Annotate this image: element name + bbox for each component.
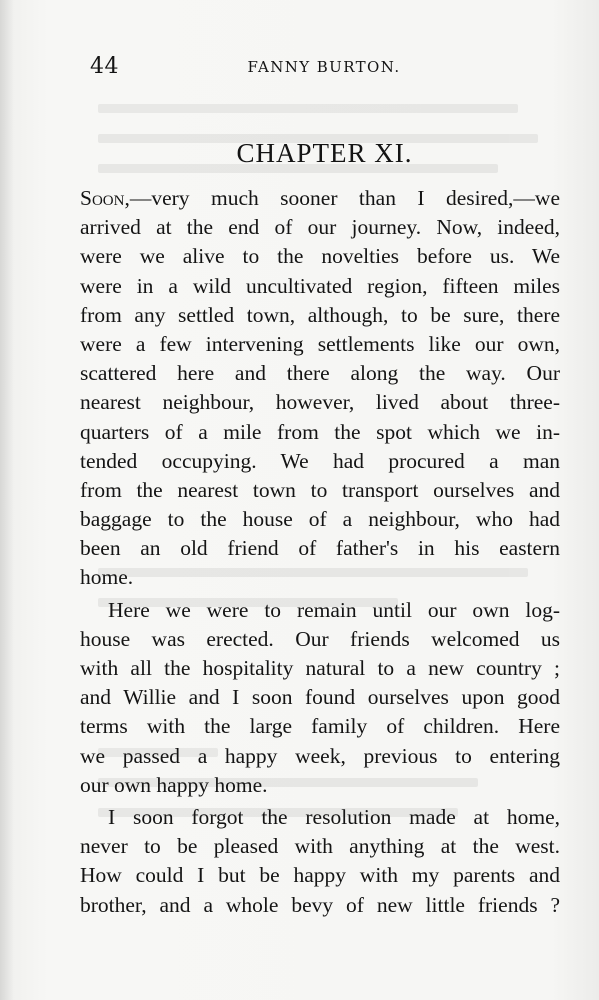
text-line: brother, and a whole bevy of new little friends ? xyxy=(80,892,560,917)
text-line: house was erected. Our friends welcomed us xyxy=(80,626,560,651)
text-line: from any settled town, although, to be sure, there xyxy=(80,302,560,327)
text-line: never to be pleased with anything at the west. xyxy=(80,834,560,859)
text-line: with all the hospitality natural to a new country ; xyxy=(80,656,560,680)
text-line: our own happy home. xyxy=(80,772,268,797)
text-line: I soon forgot the resolution made at home, xyxy=(108,804,560,829)
text-line: were a few intervening settlements like our own, xyxy=(80,331,560,356)
text-line xyxy=(80,184,560,213)
paragraph-2 xyxy=(80,596,560,800)
text-line: How could I but be happy with my parents and xyxy=(80,863,560,888)
body-text xyxy=(80,184,560,920)
text-line: baggage to the house of a neighbour, who had xyxy=(80,507,560,532)
text-line: scattered here and there along the way. Our xyxy=(80,361,560,386)
text-line: we passed a happy week, previous to entering xyxy=(80,743,560,768)
page-number: 44 xyxy=(90,54,119,79)
text-line: nearest neighbour, however, lived about three- xyxy=(80,390,560,415)
line-rest: —very much sooner than I desired,—we xyxy=(129,186,560,210)
text-line: home. xyxy=(80,565,134,590)
text-line: terms with the large family of children. Here xyxy=(80,714,560,739)
text-line: quarters of a mile from the spot which we in- xyxy=(80,419,560,444)
text-line: were in a wild uncultivated region, fifteen miles xyxy=(80,273,560,298)
drop-word: Soon, xyxy=(80,186,130,210)
text-line: arrived at the end of our journey. Now, indeed, xyxy=(80,215,560,240)
text-line: and Willie and I soon found ourselves upon good xyxy=(80,685,560,710)
text-line: from the nearest town to transport ourselves and xyxy=(80,477,560,502)
paragraph-1 xyxy=(80,184,560,593)
running-head xyxy=(88,54,560,84)
running-title: FANNY BURTON. xyxy=(247,58,401,76)
paragraph-3 xyxy=(80,803,560,920)
text-line: were we alive to the novelties before us. We xyxy=(80,244,560,269)
chapter-heading: CHAPTER XI. xyxy=(236,138,413,168)
text-line: Here we were to remain until our own log- xyxy=(108,597,560,622)
text-line: tended occupying. We had procured a man xyxy=(80,448,560,473)
text-line: been an old friend of father's in his eastern xyxy=(80,536,560,561)
